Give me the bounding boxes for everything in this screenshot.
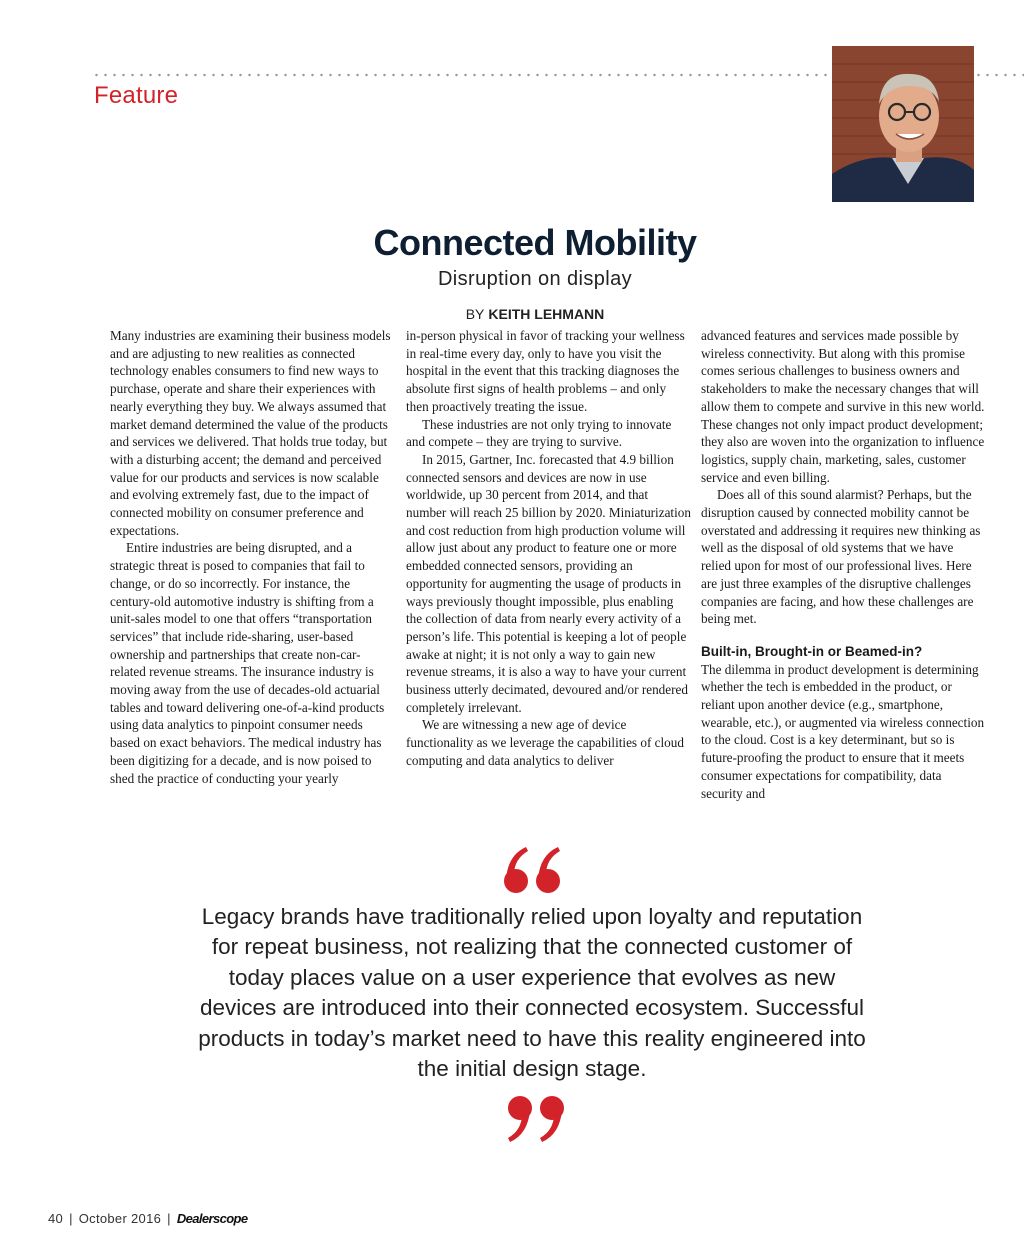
paragraph: We are witnessing a new age of device functionality as we leverage the capabilities of cloud computing and data analytics to deliver: [406, 717, 684, 768]
open-quote-icon: [496, 845, 568, 895]
page-footer: [48, 1211, 248, 1226]
pull-quote: Legacy brands have traditionally relied upon loyalty and reputation for repeat business, not realizing that the connected customer of today places value on a user experience that evolves as new devices are introduced into their connected ecosystem. Successful products in today’s market need to have this reality engineered into the initial design stage.: [198, 904, 866, 1082]
paragraph: In 2015, Gartner, Inc. forecasted that 4.9 billion connected sensors and devices are now in use worldwide, up 30 percent from 2014, and that number will reach 25 billion by 2020. Miniaturization and cost reduction from high production volume will allow just about any product to feature one or more embedded connected sensors, providing an opportunity for augmenting the usage of products in ways previously thought impossible, plus enabling the collection of data from nearly every activity of a person’s life. This potential is keeping a lot of people awake at night; it is not only a way to gain new revenue streams, it is also a way to have your current business utterly decimated, devoured and/or rendered completely irrelevant.: [406, 451, 691, 715]
publication-logo: Dealerscope: [176, 1211, 248, 1226]
column-1: [110, 327, 395, 787]
author-portrait-illustration: [832, 46, 974, 202]
section-label: Feature: [94, 82, 179, 109]
page-number: 40: [48, 1211, 64, 1226]
paragraph: Does all of this sound alarmist? Perhaps, but the disruption caused by connected mobility cannot be overstated and addressing it requires new thinking as well as the disposal of old systems that we have relied upon for most of our professional lives. Here are just three examples of the disruptive challenges companies are facing, and how these challenges are being met.: [701, 487, 981, 627]
column-3: [701, 327, 986, 802]
byline: [0, 306, 1024, 322]
subhead: Built-in, Brought-in or Beamed-in?: [701, 643, 923, 659]
paragraph: Many industries are examining their business models and are adjusting to new realities as connected technology enables consumers to find new ways to purchase, operate and share their experiences with nearly everything they buy. We always assumed that market demand determined the value of the products and services we delivered. That holds true today, but with a disturbing accent; the demand and perceived value for our products and services is now scalable and evolving extremely fast, due to the impact of connected mobility on consumer preference and expectations.: [110, 328, 391, 538]
footer-separator: |: [69, 1211, 73, 1226]
headline: Connected Mobility: [373, 222, 697, 263]
column-2: [406, 327, 691, 770]
author-name: KEITH LEHMANN: [488, 306, 605, 322]
paragraph: These industries are not only trying to innovate and compete – they are trying to survive.: [406, 416, 672, 450]
paragraph: advanced features and services made possible by wireless connectivity. But along with this promise comes serious challenges to business owners and stakeholders to make the necessary changes that will allow them to compete and survive in this new world. These changes not only impact product development; they also are woven into the organization to influence logistics, supply chain, marketing, sales, customer service and even billing.: [701, 328, 985, 485]
close-quote-icon: [500, 1094, 572, 1144]
footer-separator: |: [167, 1211, 171, 1226]
paragraph: in-person physical in favor of tracking your wellness in real-time every day, only to have you visit the hospital in the event that this tracking diagnoses the absolute first signs of health problems – and only then proactively treating the issue.: [406, 328, 685, 414]
issue-date: October 2016: [78, 1211, 162, 1226]
paragraph: The dilemma in product development is determining whether the tech is embedded in the product, or reliant upon another device (e.g., smartphone, wearable, etc.), or augmented via wireless connection to the cloud. Cost is a key determinant, but so is future-proofing the product to ensure that it meets consumer expectations for compatibility, data security and: [701, 661, 985, 801]
author-photo: [832, 46, 974, 202]
deck: Disruption on display: [437, 268, 633, 290]
paragraph: Entire industries are being disrupted, and a strategic threat is posed to companies that fail to change, or do so incorrectly. For instance, the century-old automotive industry is shifting from a unit-sales model to one that offers “transportation services” that include ride-sharing, user-based ownership and partnerships that create non-car-related revenue streams. The insurance industry is moving away from the use of decades-old actuarial tables and toward delivering one-of-a-kind products using data analytics to pinpoint consumer needs based on exact behaviors. The medical industry has been digitizing for a decade, and is now poised to shed the practice of conducting your yearly: [110, 540, 385, 786]
byline-prefix: BY: [465, 306, 485, 322]
